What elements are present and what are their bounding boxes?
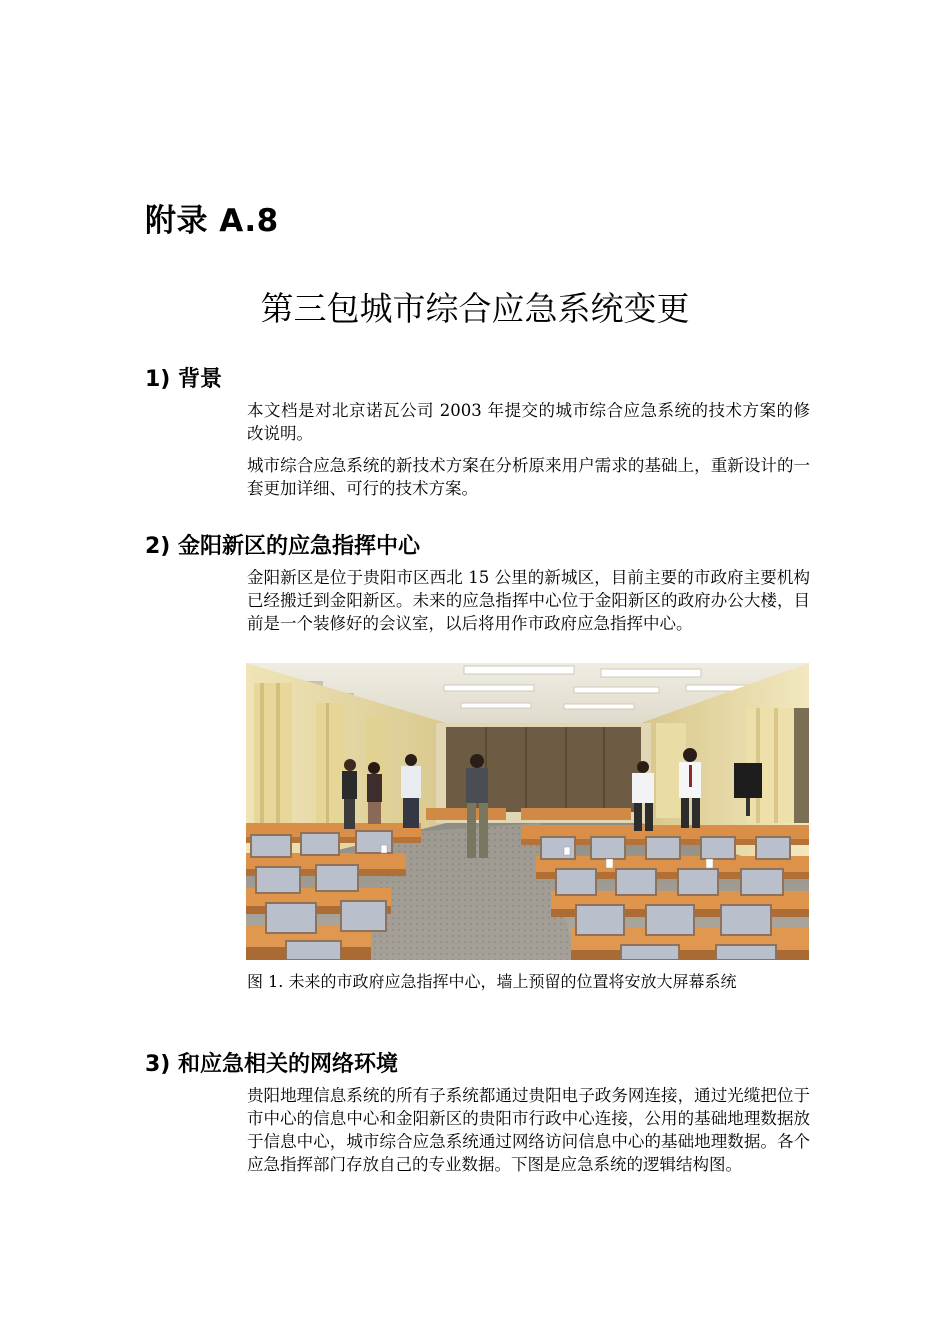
paragraph: 金阳新区是位于贵阳市区西北 15 公里的新城区，目前主要的市政府主要机构已经搬迁到金阳新区。未来的应急指挥中心位于金阳新区的政府办公大楼，目前是一个装修好的会议室，以后将用作市政府应急指挥中心。	[247, 568, 810, 633]
paragraph: 本文档是对北京诺瓦公司 2003 年提交的城市综合应急系统的技术方案的修改说明。	[247, 401, 810, 443]
document-title: 第三包城市综合应急系统变更	[260, 289, 690, 328]
conference-room-photo	[246, 663, 809, 960]
figure-caption: 图 1. 未来的市政府应急指挥中心，墙上预留的位置将安放大屏幕系统	[247, 972, 737, 991]
section-heading-network: 3) 和应急相关的网络环境	[145, 1052, 399, 1077]
section-heading-background: 1) 背景	[145, 367, 223, 392]
paragraph: 贵阳地理信息系统的所有子系统都通过贵阳电子政务网连接，通过光缆把位于市中心的信息中心和金阳新区的贵阳市行政中心连接，公用的基础地理数据放于信息中心，城市综合应急系统通过网络访问信息中心的基础地理数据。各个应急指挥部门存放自己的专业数据。下图是应急系统的逻辑结构图。	[247, 1086, 810, 1174]
section-heading-command-center: 2) 金阳新区的应急指挥中心	[145, 534, 421, 559]
appendix-label: 附录 A.8	[145, 203, 279, 239]
paragraph: 城市综合应急系统的新技术方案在分析原来用户需求的基础上，重新设计的一套更加详细、可行的技术方案。	[247, 456, 810, 498]
